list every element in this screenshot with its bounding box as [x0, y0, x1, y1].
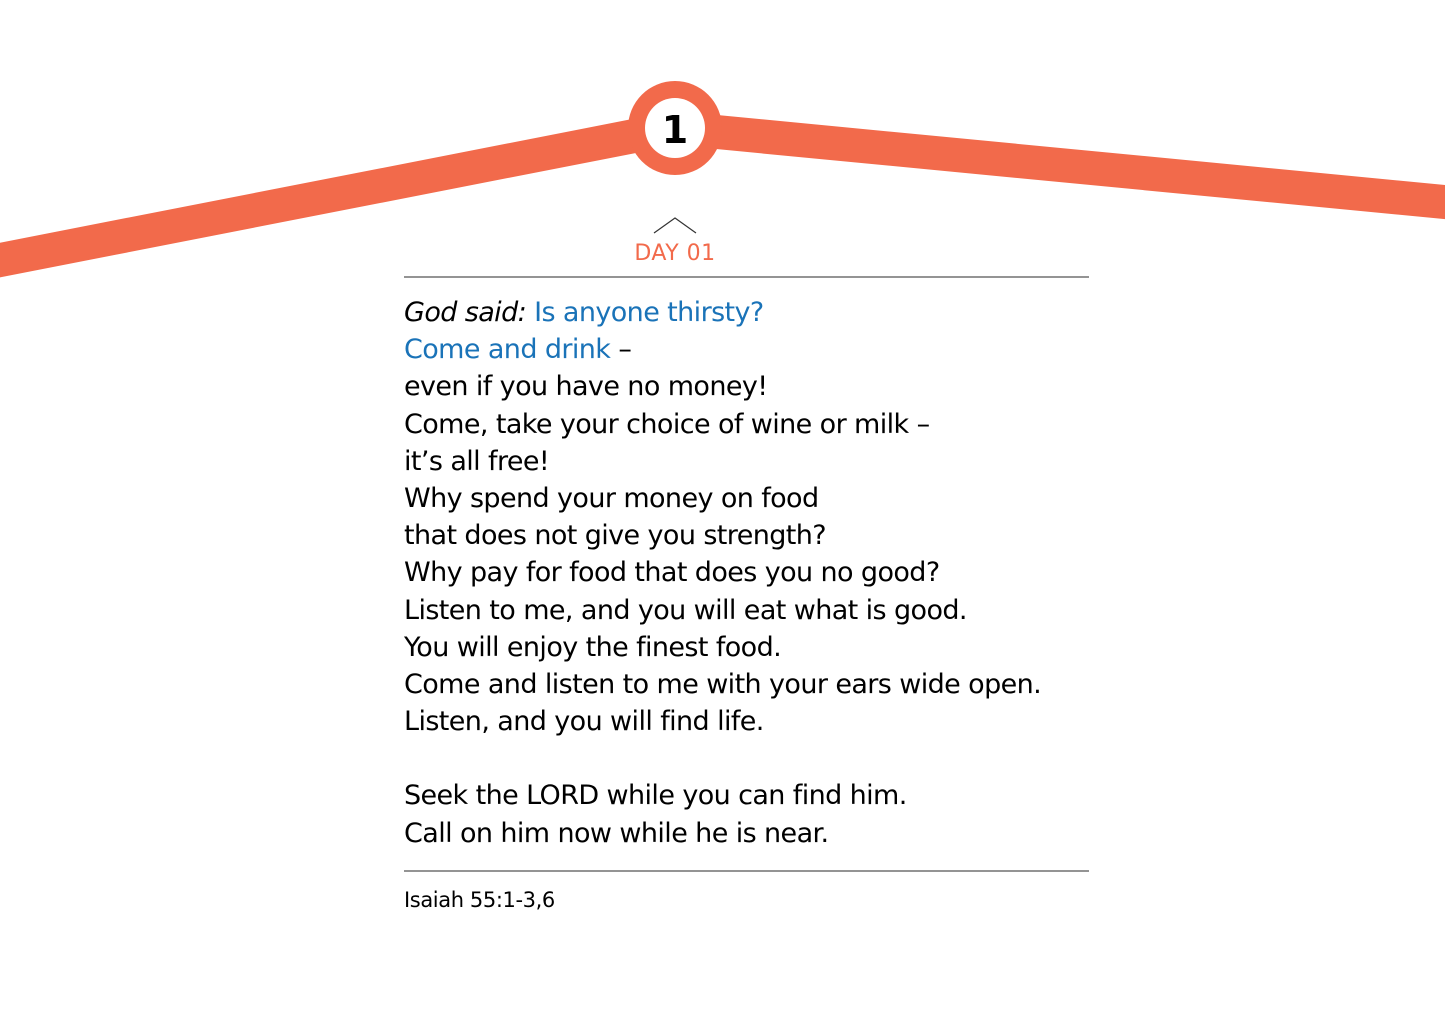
passage-line-2	[404, 331, 1104, 368]
passage-line-1	[404, 294, 1104, 331]
passage-line: Why spend your money on food	[404, 482, 819, 514]
passage-line: that does not give you strength?	[404, 520, 826, 552]
passage-line: Come, take your choice of wine or milk –	[404, 408, 930, 440]
highlighted-question: Is anyone thirsty?	[534, 297, 764, 328]
passage-line: Why pay for food that does you no good?	[404, 557, 940, 589]
day-label: DAY 01	[634, 241, 716, 266]
day-number-badge: 1	[661, 108, 689, 152]
caret-up-icon	[654, 218, 696, 233]
invite-dash: –	[610, 334, 632, 366]
passage-line: You will enjoy the finest food.	[404, 631, 782, 663]
passage-line: Listen to me, and you will eat what is good.	[404, 594, 967, 626]
scripture-passage	[404, 294, 1104, 852]
passage-line: Come and listen to me with your ears wide open.	[404, 668, 1042, 700]
passage-line: Listen, and you will find life.	[404, 706, 764, 738]
passage-line: even if you have no money!	[404, 371, 768, 403]
speaker-label: God said:	[404, 297, 527, 328]
passage-line: it’s all free!	[404, 445, 550, 477]
highlighted-invite: Come and drink	[404, 334, 611, 366]
scripture-reference: Isaiah 55:1-3,6	[404, 888, 555, 912]
stanza-break	[404, 740, 1104, 777]
passage-line: Call on him now while he is near.	[404, 817, 829, 849]
passage-line: Seek the LORD while you can find him.	[404, 780, 907, 812]
